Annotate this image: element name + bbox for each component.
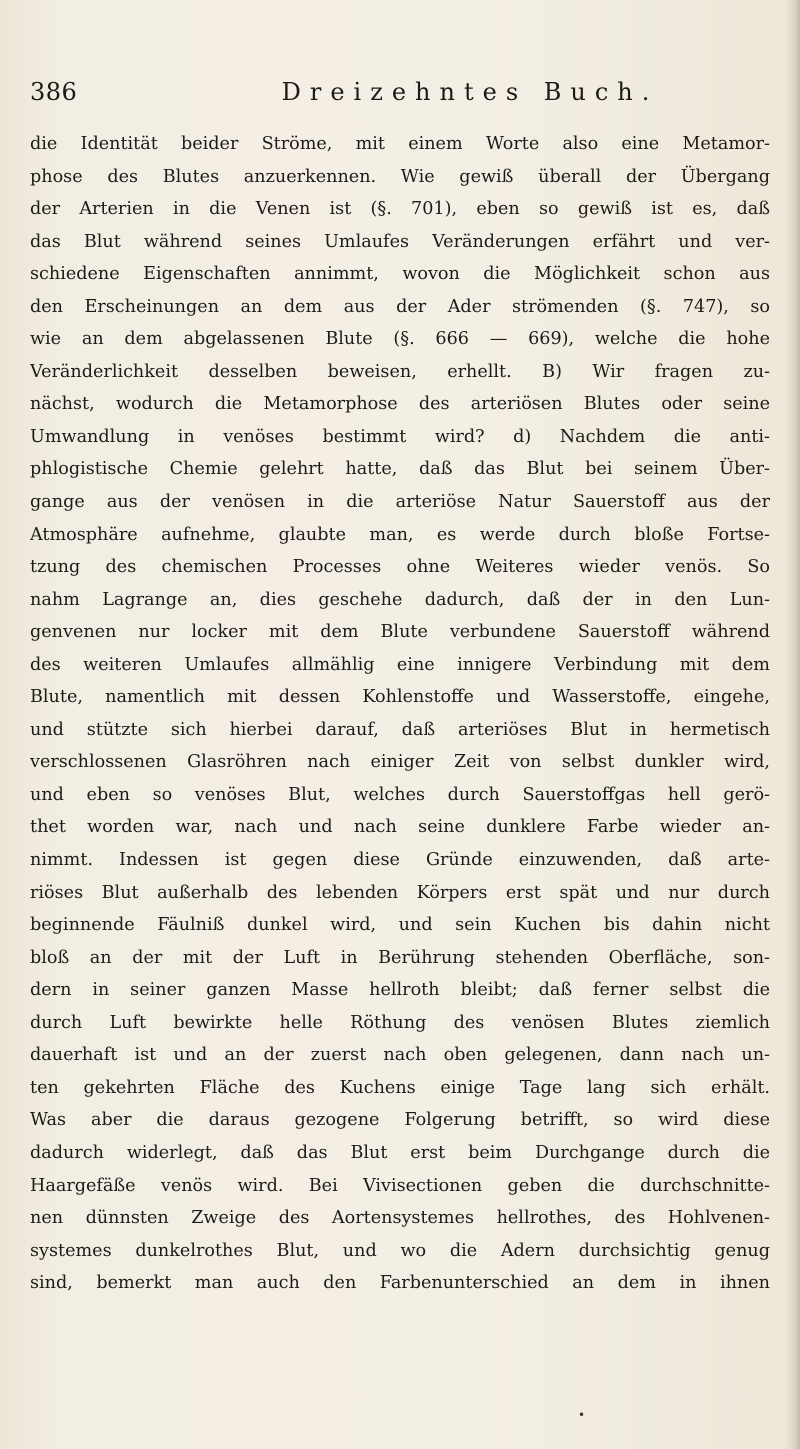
text-line: sind, bemerkt man auch den Farbenunterschied an dem in ihnen	[30, 1273, 770, 1294]
text-line: Umwandlung in venöses bestimmt wird? d) Nachdem die anti-	[30, 426, 770, 447]
text-line: den Erscheinungen an dem aus der Ader strömenden (§. 747), so	[30, 296, 770, 317]
text-line: dern in seiner ganzen Masse hellroth bleibt; daß ferner selbst die	[30, 980, 770, 1001]
text-line: Haargefäße venös wird. Bei Vivisectionen geben die durchschnitte-	[30, 1175, 770, 1196]
text-line: die Identität beider Ströme, mit einem Worte also eine Metamor-	[30, 134, 770, 154]
running-head: Dreizehntes Buch.	[281, 78, 659, 106]
text-line: phlogistische Chemie gelehrt hatte, daß das Blut bei seinem Über-	[30, 459, 770, 480]
page-edge-shadow	[786, 0, 800, 1449]
text-line: dauerhaft ist und an der zuerst nach oben gelegenen, dann nach un-	[30, 1045, 770, 1066]
text-line: Was aber die daraus gezogene Folgerung betrifft, so wird diese	[30, 1110, 770, 1131]
text-line: beginnende Fäulniß dunkel wird, und sein Kuchen bis dahin nicht	[30, 915, 770, 936]
text-line: nen dünnsten Zweige des Aortensystemes hellrothes, des Hohlvenen-	[30, 1208, 770, 1229]
text-line: wie an dem abgelassenen Blute (§. 666 — 669), welche die hohe	[30, 329, 770, 350]
text-line: riöses Blut außerhalb des lebenden Körpers erst spät und nur durch	[30, 882, 770, 903]
text-line: der Arterien in die Venen ist (§. 701), eben so gewiß ist es, daß	[30, 199, 770, 220]
text-line: ten gekehrten Fläche des Kuchens einige Tage lang sich erhält.	[30, 1077, 770, 1098]
text-line: nächst, wodurch die Metamorphose des arteriösen Blutes oder seine	[30, 394, 770, 415]
text-line: nimmt. Indessen ist gegen diese Gründe einzuwenden, daß arte-	[30, 850, 770, 871]
text-line: gange aus der venösen in die arteriöse Natur Sauerstoff aus der	[30, 492, 770, 513]
text-line: Blute, namentlich mit dessen Kohlenstoffe und Wasserstoffe, eingehe,	[30, 687, 770, 708]
text-line: durch Luft bewirkte helle Röthung des venösen Blutes ziemlich	[30, 1012, 770, 1033]
body-text	[30, 128, 770, 1300]
text-line: nahm Lagrange an, dies geschehe dadurch, daß der in den Lun-	[30, 589, 770, 610]
page-header	[30, 78, 768, 112]
text-line: dadurch widerlegt, daß das Blut erst beim Durchgange durch die	[30, 1142, 770, 1163]
text-line: Veränderlichkeit desselben beweisen, erhellt. B) Wir fragen zu-	[30, 361, 770, 382]
page-number: 386	[30, 78, 78, 106]
text-line: und eben so venöses Blut, welches durch Sauerstoffgas hell gerö-	[30, 784, 770, 805]
text-line: thet worden war, nach und nach seine dunklere Farbe wieder an-	[30, 817, 770, 838]
footer-mark: •	[578, 1408, 586, 1422]
text-line: schiedene Eigenschaften annimmt, wovon die Möglichkeit schon aus	[30, 264, 770, 285]
text-line: des weiteren Umlaufes allmählig eine innigere Verbindung mit dem	[30, 654, 770, 675]
text-line: genvenen nur locker mit dem Blute verbundene Sauerstoff während	[30, 622, 770, 643]
text-line: systemes dunkelrothes Blut, und wo die Adern durchsichtig genug	[30, 1240, 770, 1261]
text-line: und stützte sich hierbei darauf, daß arteriöses Blut in hermetisch	[30, 719, 770, 740]
text-line: bloß an der mit der Luft in Berührung stehenden Oberfläche, son-	[30, 947, 770, 968]
text-line: verschlossenen Glasröhren nach einiger Zeit von selbst dunkler wird,	[30, 752, 770, 773]
text-line: das Blut während seines Umlaufes Veränderungen erfährt und ver-	[30, 231, 770, 252]
text-line: tzung des chemischen Processes ohne Weiteres wieder venös. So	[30, 557, 770, 578]
text-line: Atmosphäre aufnehme, glaubte man, es werde durch bloße Fortse-	[30, 524, 770, 545]
text-line: phose des Blutes anzuerkennen. Wie gewiß überall der Übergang	[30, 166, 770, 187]
